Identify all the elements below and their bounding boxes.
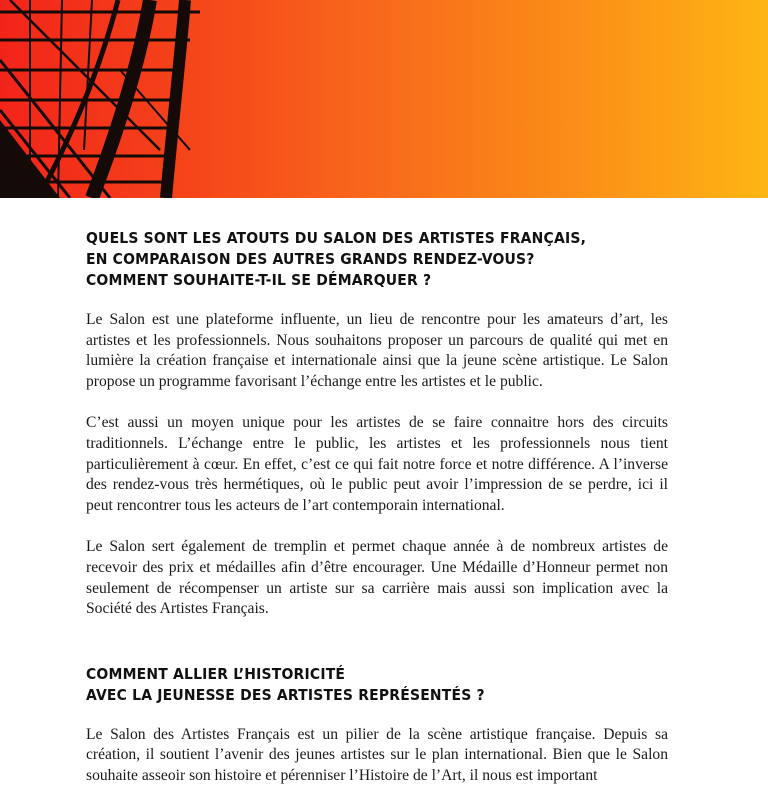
- heading-line: EN COMPARAISON DES AUTRES GRANDS RENDEZ-VOUS?: [86, 250, 535, 268]
- heading-line: COMMENT SOUHAITE-T-IL SE DÉMARQUER ?: [86, 271, 432, 289]
- section-heading-historicite: [86, 664, 668, 706]
- paragraph: Le Salon des Artistes Français est un pilier de la scène artistique française. Depuis sa création, il soutient l’avenir des jeunes artistes sur le plan international. Bien que le Salon souhaite asseoir son histoire et pérenniser l’Histoire de l’Art, il nous est important: [86, 725, 668, 784]
- steel-structure-graphic: [0, 0, 230, 198]
- heading-line: COMMENT ALLIER L’HISTORICITÉ: [86, 664, 346, 683]
- article-body: [86, 228, 668, 787]
- paragraph: Le Salon sert également de tremplin et permet chaque année à de nombreux artistes de recevoir des prix et médailles afin d’être encourager. Une Médaille d’Honneur permet non seulement de récompenser un artiste sur sa carrière mais aussi son implication avec la Société des Artistes Français.: [86, 538, 668, 618]
- heading-line: AVEC LA JEUNESSE DES ARTISTES REPRÉSENTÉS ?: [86, 685, 485, 704]
- heading-line: QUELS SONT LES ATOUTS DU SALON DES ARTISTES FRANÇAIS,: [86, 229, 587, 247]
- paragraph: C’est aussi un moyen unique pour les artistes de se faire connaitre hors des circuits traditionnels. L’échange entre le public, les artistes et les professionnels nous tient particulièrement à cœur. En effet, c’est ce qui fait notre force et notre différence. A l’inverse des rendez-vous très hermétiques, où le public peut avoir l’impression de se perdre, ici il peut rencontrer tous les acteurs de l’art contemporain international.: [86, 414, 668, 514]
- paragraph: Le Salon est une plateforme influente, un lieu de rencontre pour les amateurs d’art, les artistes et les professionnels. Nous souhaitons proposer un parcours de qualité qui met en lumière la création française et internationale ainsi que la jeune scène artistique. Le Salon propose un programme favorisant l’échange entre les artistes et le public.: [86, 311, 668, 390]
- header-banner-photo: [0, 0, 768, 198]
- section-heading-atouts: [86, 228, 668, 291]
